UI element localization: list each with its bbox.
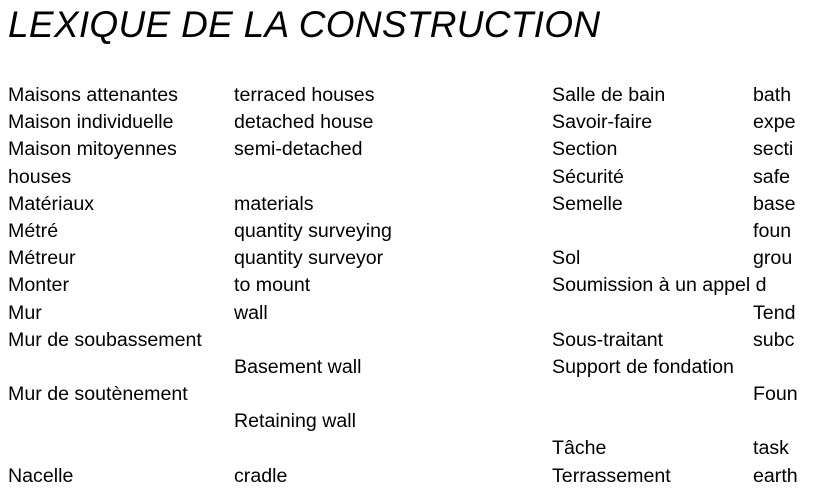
english-term: subc	[753, 328, 795, 351]
french-term: Salle de bain	[552, 84, 666, 106]
english-term: to mount	[234, 274, 311, 297]
glossary-entry	[552, 272, 834, 299]
english-term: bath	[753, 84, 792, 106]
english-term: grou	[753, 247, 793, 270]
french-term: Sous-traitant	[552, 328, 664, 351]
glossary-entry	[552, 191, 834, 218]
glossary-entry	[552, 218, 834, 245]
english-term: detached house	[234, 111, 374, 134]
french-term: Monter	[8, 274, 69, 297]
french-term: houses	[8, 165, 72, 188]
english-term: cradle	[234, 464, 288, 487]
english-term: Tend	[753, 301, 796, 324]
english-term: earth	[753, 464, 798, 487]
glossary-entry	[552, 463, 834, 490]
glossary-entry	[552, 82, 834, 109]
english-term: safe	[753, 165, 791, 188]
french-term: Métré	[8, 219, 59, 242]
french-term: Mur	[8, 301, 42, 324]
glossary-entry	[552, 327, 834, 354]
french-term: Terrassement	[552, 464, 671, 487]
glossary-column-right	[552, 82, 834, 490]
english-term: terraced houses	[234, 84, 375, 106]
glossary-entry	[552, 136, 834, 163]
french-term: Maison mitoyennes	[8, 138, 177, 161]
glossary-entry	[552, 109, 834, 136]
english-term: Retaining wall	[234, 410, 356, 433]
glossary-entry	[8, 82, 508, 109]
glossary-entry	[8, 463, 508, 490]
french-term: Sol	[552, 247, 581, 270]
french-term: Soumission à un appel d	[552, 274, 767, 297]
glossary-entry	[8, 408, 508, 435]
french-term: Section	[552, 138, 618, 161]
glossary-entry	[8, 272, 508, 299]
english-term: semi-detached	[234, 138, 363, 161]
english-term: Basement wall	[234, 355, 362, 378]
english-term: foun	[753, 219, 792, 242]
english-term: task	[753, 437, 789, 460]
english-term: expe	[753, 111, 796, 134]
english-term: Foun	[753, 383, 798, 406]
english-term: quantity surveying	[234, 219, 392, 242]
glossary-entry	[552, 408, 834, 435]
glossary-entry	[8, 218, 508, 245]
french-term: Métreur	[8, 247, 76, 270]
french-term: Nacelle	[8, 464, 74, 487]
french-term: Mur de soubassement	[8, 328, 202, 351]
english-term: wall	[234, 301, 268, 324]
english-term: secti	[753, 138, 794, 161]
english-term: base	[753, 192, 796, 215]
french-term: Mur de soutènement	[8, 383, 188, 406]
french-term: Maisons attenantes	[8, 84, 178, 106]
glossary-entry	[8, 164, 508, 191]
glossary-entry	[552, 381, 834, 408]
french-term: Savoir-faire	[552, 111, 653, 134]
english-term: materials	[234, 192, 314, 215]
glossary-entry	[552, 164, 834, 191]
glossary-entry	[552, 300, 834, 327]
glossary-entry	[552, 435, 834, 462]
english-term: quantity surveyor	[234, 247, 384, 270]
glossary-entry	[8, 191, 508, 218]
french-term: Semelle	[552, 192, 623, 215]
glossary-entry	[8, 109, 508, 136]
french-term: Matériaux	[8, 192, 95, 215]
french-term: Sécurité	[552, 165, 624, 188]
french-term: Maison individuelle	[8, 111, 174, 134]
glossary-column-left	[8, 82, 508, 490]
glossary-entry	[8, 245, 508, 272]
glossary-entry	[8, 136, 508, 163]
glossary-entry	[8, 381, 508, 408]
glossary-entry	[8, 300, 508, 327]
french-term: Tâche	[552, 437, 607, 460]
page-title: LEXIQUE DE LA CONSTRUCTION	[8, 4, 601, 45]
glossary-entry	[8, 354, 508, 381]
glossary-entry	[552, 354, 834, 381]
glossary-entry	[552, 245, 834, 272]
french-term: Support de fondation	[552, 355, 734, 378]
glossary-entry	[8, 327, 508, 354]
glossary-entry	[8, 435, 508, 462]
